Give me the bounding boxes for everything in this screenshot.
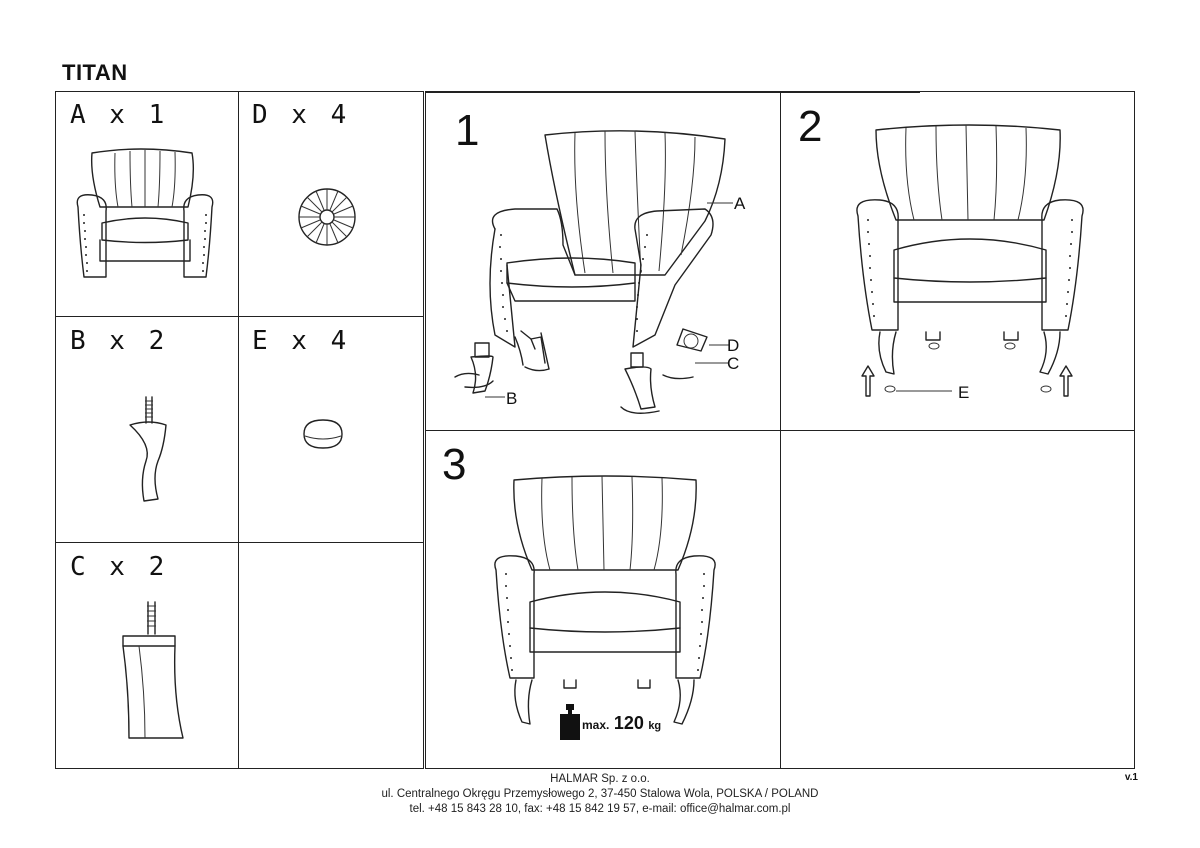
step-3-number: 3 xyxy=(442,440,467,489)
square-leg-icon xyxy=(115,600,195,745)
part-d-label: D x 4 xyxy=(252,100,351,130)
leg-cap-icon xyxy=(295,185,359,249)
max-load-value: 120 xyxy=(613,713,644,733)
curved-leg-icon xyxy=(122,395,182,505)
steps-divider-horizontal xyxy=(425,430,1135,431)
footer-company: HALMAR Sp. z o.o. xyxy=(550,773,650,785)
parts-divider-vertical xyxy=(238,91,239,769)
parts-divider-row2 xyxy=(55,542,424,543)
part-e-label: E x 4 xyxy=(252,326,351,356)
armchair-icon xyxy=(70,145,220,285)
footer-address: ul. Centralnego Okręgu Przemysłowego 2, 37-450 Stalowa Wola, POLSKA / POLAND xyxy=(381,788,819,800)
step-2-number: 2 xyxy=(798,102,823,151)
glide-pad-icon xyxy=(300,418,346,452)
part-a-label: A x 1 xyxy=(70,100,169,130)
header-rule xyxy=(425,91,920,93)
step-2-armchair-illustration xyxy=(850,120,1090,400)
weight-icon xyxy=(560,704,580,740)
callout-b: B xyxy=(506,389,518,408)
part-c-label: C x 2 xyxy=(70,552,169,582)
max-load-unit: kg xyxy=(648,720,662,732)
callout-e: E xyxy=(958,383,970,402)
parts-divider-row1 xyxy=(55,316,424,317)
version-label: v.1 xyxy=(1124,772,1138,783)
callout-c: C xyxy=(727,354,740,373)
callout-d: D xyxy=(727,336,740,355)
part-b-label: B x 2 xyxy=(70,326,169,356)
step-1-armchair-illustration xyxy=(445,125,765,425)
step-3-armchair-illustration xyxy=(490,474,720,734)
document-title: TITAN xyxy=(62,60,128,85)
step-1-number: 1 xyxy=(455,106,480,155)
max-load-label xyxy=(582,713,661,734)
callout-a: A xyxy=(734,194,746,213)
footer-contact: tel. +48 15 843 28 10, fax: +48 15 842 19 57, e-mail: office@halmar.com.pl xyxy=(409,803,791,815)
max-load-prefix: max. xyxy=(582,718,610,732)
